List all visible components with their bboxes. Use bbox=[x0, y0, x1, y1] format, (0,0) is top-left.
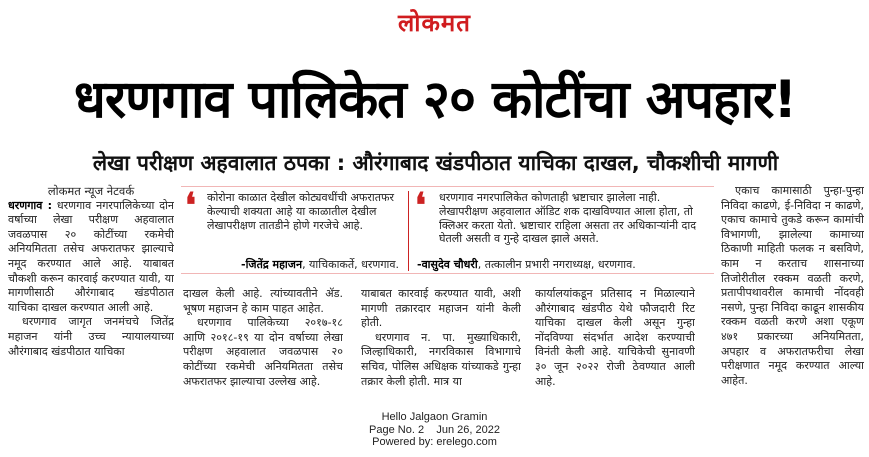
quote-right-author: -वासुदेव चौधरी bbox=[417, 258, 478, 271]
quote-right-signature bbox=[417, 257, 636, 272]
page-footer bbox=[0, 411, 869, 449]
edition-name: Hello Jalgaon Gramin bbox=[381, 411, 488, 423]
quote-left-text: कोरोना काळात देखील कोट्यवधींची अफरातफर केल्याची शक्यता आहे या काळातील देखील लेखापरीक्षण तातडीने होणे गरजेचे आहे. bbox=[207, 191, 395, 232]
quote-left-role: , याचिकाकर्ते, धरणगाव. bbox=[302, 258, 399, 271]
column5-para1: एकाच कामासाठी पुन्हा-पुन्हा निविदा काढणे, ई-निविदा न काढणे, एकाच कामाचे तुकडे करून कामांची विभागणी, झालेल्या कामाच्या ठिकाणी माहिती फलक न बसविणे, काम न करताच शासनाच्या तिजोरीतील रक्कम वळती करणे, प्रतापीपथावरील कामाची नोंदवही नसणे, पुन्हा निविदा काढून शासकीय रक्कम वळती करणे अशा एकूण ४७१ प्रकारच्या अनियमितता, अपहार व अफरातफरीचा लेखा परीक्षणात नमूद करण्यात आल्या आहेत. bbox=[721, 184, 864, 387]
byline: लोकमत न्यूज नेटवर्क bbox=[47, 184, 135, 198]
column3-para2: धरणगाव न. पा. मुख्याधिकारी, जिल्हाधिकारी, नगरविकास विभागाचे सचिव, पोलिस अधिक्षक यांच्याकडे गुन्हा तक्रार केली होती. मात्र या bbox=[361, 330, 521, 388]
quote-mark-icon: ❛ bbox=[415, 186, 426, 226]
quote-left-signature bbox=[241, 257, 399, 272]
page-info bbox=[0, 424, 869, 437]
column1-text: धरणगाव नगरपालिकेच्या दोन वर्षाच्या लेखा परीक्षण अहवालात जवळपास २० कोटींच्या रकमेची अनियमितता तसेच अफरातफर झाल्याचे नमूद करण्यात आले आहे. याबाबत चौकशी करून कारवाई करण्यात यावी, या मागणीसाठी औरंगाबाद खंडपीठात याचिका दाखल करण्यात आली आहे. bbox=[8, 198, 174, 314]
article-column-5 bbox=[721, 184, 864, 406]
quote-right-role: , तत्कालीन प्रभारी नगराध्यक्ष, धरणगाव. bbox=[477, 258, 636, 271]
dateline: धरणगाव : bbox=[8, 198, 52, 212]
quote-left-author: -जितेंद्र महाजन bbox=[241, 258, 303, 271]
column2-para1: दाखल केली आहे. त्यांच्यावतीने ॲड. भूषण महाजन हे काम पाहत आहेत. bbox=[183, 287, 343, 315]
article-column-2 bbox=[183, 287, 343, 406]
article-column-1 bbox=[8, 184, 174, 406]
column1-para2: धरणगाव जागृत जनमंचचे जितेंद्र महाजन यांनी उच्च न्यायालयाच्या औरंगाबाद खंडपीठात याचिका bbox=[8, 315, 174, 358]
page-date: Jun 26, 2022 bbox=[436, 423, 500, 436]
column1-para1 bbox=[8, 199, 174, 316]
column3-para1: याबाबत कारवाई करण्यात यावी, अशी मागणी तक्रारदार महाजन यांनी केली होती. bbox=[361, 287, 521, 330]
quote-box bbox=[181, 186, 714, 274]
page-number: Page No. 2 bbox=[369, 423, 425, 436]
logo-text: लोकमत bbox=[398, 8, 471, 37]
quote-mark-icon: ❛ bbox=[185, 186, 196, 226]
column4-para1: कार्यालयांकडून प्रतिसाद न मिळाल्याने औरंगाबाद खंडपीठ येथे फौजदारी रिट याचिका दाखल केली असून गुन्हा नोंदविण्या संदर्भात आदेश करण्याची विनंती केली आहे. याचिकेची सुनावणी ३० जून २०२२ रोजी ठेवण्यात आली आहे. bbox=[535, 287, 695, 388]
article-column-4 bbox=[535, 287, 695, 406]
subheadline: लेखा परीक्षण अहवालात ठपका : औरंगाबाद खंडपीठात याचिका दाखल, चौकशीची मागणी bbox=[92, 151, 779, 175]
article-column-3 bbox=[361, 287, 521, 406]
quote-divider bbox=[408, 191, 409, 271]
column2-para2: धरणगाव पालिकेच्या २०१७-१८ आणि २०१८-१९ या दोन वर्षाच्या लेखा परीक्षण अहवालात जवळपास २० कोटींच्या रकमेची अनियमितता तसेच अफरातफर झाल्याचा उल्लेख आहे. bbox=[183, 316, 343, 388]
powered-by: Powered by: erelego.com bbox=[372, 436, 497, 448]
masthead-logo bbox=[0, 6, 869, 39]
headline: धरणगाव पालिकेत २० कोटींचा अपहार! bbox=[73, 70, 797, 130]
quote-right-text: धरणगाव नगरपालिकेत कोणताही भ्रष्टाचार झालेला नाही. लेखापरीक्षण अहवालात ऑडिट शक दाखविण्यात आला होता, तो क्लिअर करता येतो. भ्रष्टाचार राहिला असता तर अधिकाऱ्यांनी दाद घेतली असती व गुन्हे दाखल झाले असते. bbox=[439, 191, 697, 246]
